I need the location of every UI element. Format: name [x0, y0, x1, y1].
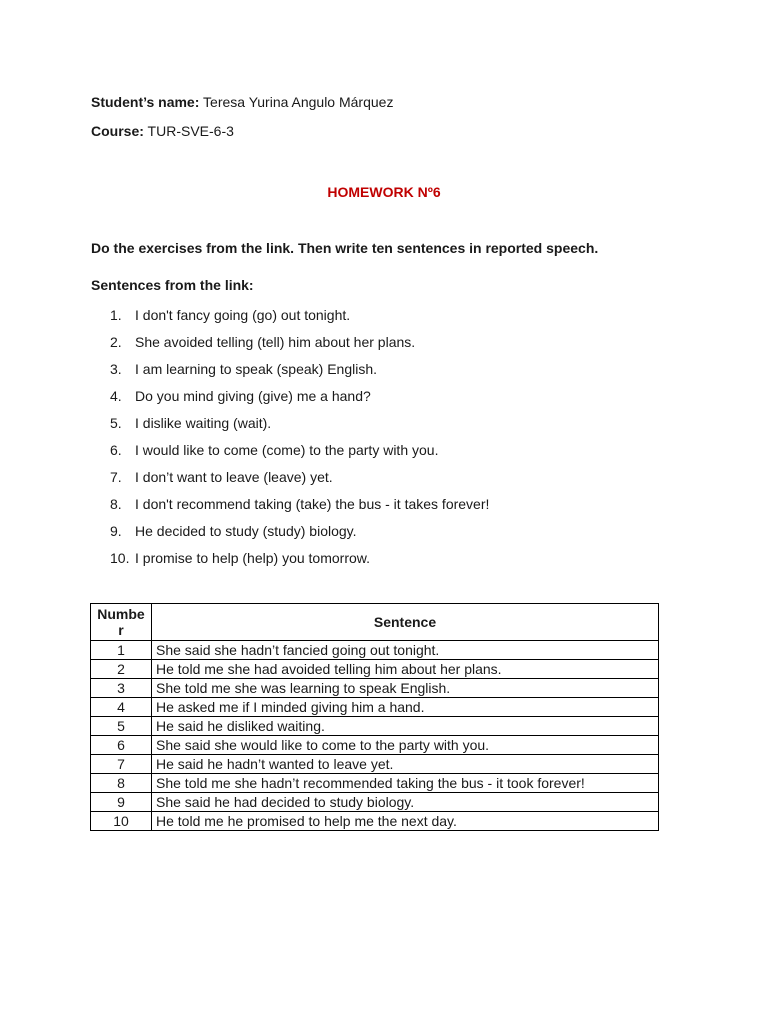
list-item-number: 10.	[110, 550, 130, 566]
table-cell-sentence: She said she would like to come to the party with you.	[152, 736, 659, 755]
reported-speech-table	[90, 603, 659, 831]
table-row	[91, 736, 659, 755]
table-cell-sentence: He said he disliked waiting.	[152, 717, 659, 736]
list-item-number: 4.	[110, 388, 122, 404]
table-row	[91, 793, 659, 812]
table-row	[91, 717, 659, 736]
table-row	[91, 812, 659, 831]
list-item-text: She avoided telling (tell) him about her plans.	[135, 334, 416, 350]
list-item	[110, 388, 489, 415]
list-item-number: 9.	[110, 523, 122, 539]
table-cell-sentence: She told me she hadn’t recommended taking the bus - it took forever!	[152, 774, 659, 793]
list-item	[110, 469, 489, 496]
list-item-text: He decided to study (study) biology.	[135, 523, 357, 539]
list-item-text: I dislike waiting (wait).	[135, 415, 272, 431]
table-cell-sentence: She said she hadn’t fancied going out tonight.	[152, 641, 659, 660]
list-item-text: I promise to help (help) you tomorrow.	[135, 550, 370, 566]
table-cell-number: 3	[91, 679, 152, 698]
table-cell-number: 1	[91, 641, 152, 660]
table-cell-sentence: He asked me if I minded giving him a hand.	[152, 698, 659, 717]
list-item	[110, 442, 489, 469]
list-item-text: I don't fancy going (go) out tonight.	[135, 307, 351, 323]
sentences-heading: Sentences from the link:	[91, 277, 254, 293]
list-item-text: I am learning to speak (speak) English.	[135, 361, 378, 377]
list-item	[110, 415, 489, 442]
list-item-text: I would like to come (come) to the party with you.	[135, 442, 439, 458]
course-line	[91, 123, 234, 139]
list-item	[110, 361, 489, 388]
list-item	[110, 523, 489, 550]
table-cell-number: 8	[91, 774, 152, 793]
table-cell-number: 4	[91, 698, 152, 717]
list-item-text: I don't recommend taking (take) the bus - it takes forever!	[135, 496, 490, 512]
table-row	[91, 641, 659, 660]
table-cell-number: 5	[91, 717, 152, 736]
table-cell-number: 6	[91, 736, 152, 755]
table-row	[91, 755, 659, 774]
list-item	[110, 307, 489, 334]
list-item-text: Do you mind giving (give) me a hand?	[135, 388, 371, 404]
table-cell-sentence: She said he had decided to study biology.	[152, 793, 659, 812]
sentence-list	[110, 307, 489, 577]
list-item-number: 3.	[110, 361, 122, 377]
table-cell-number: 10	[91, 812, 152, 831]
table-row	[91, 698, 659, 717]
table-cell-sentence: He said he hadn’t wanted to leave yet.	[152, 755, 659, 774]
list-item-number: 6.	[110, 442, 122, 458]
homework-title: HOMEWORK Nº6	[327, 184, 441, 200]
student-name-value: Teresa Yurina Angulo Márquez	[203, 94, 394, 110]
course-label: Course:	[91, 123, 144, 139]
table-cell-number: 2	[91, 660, 152, 679]
table-row	[91, 774, 659, 793]
column-header-number: Numbe r	[91, 604, 152, 641]
list-item-number: 7.	[110, 469, 122, 485]
list-item	[110, 496, 489, 523]
table-cell-number: 7	[91, 755, 152, 774]
table-cell-sentence: He told me she had avoided telling him about her plans.	[152, 660, 659, 679]
student-name-line	[91, 94, 393, 110]
list-item-number: 8.	[110, 496, 122, 512]
table-cell-sentence: He told me he promised to help me the next day.	[152, 812, 659, 831]
list-item-number: 5.	[110, 415, 122, 431]
table-cell-sentence: She told me she was learning to speak English.	[152, 679, 659, 698]
instruction-text: Do the exercises from the link. Then write ten sentences in reported speech.	[91, 240, 599, 256]
list-item-number: 2.	[110, 334, 122, 350]
course-value: TUR-SVE-6-3	[147, 123, 234, 139]
list-item	[110, 550, 489, 577]
column-header-sentence: Sentence	[152, 604, 659, 641]
list-item	[110, 334, 489, 361]
list-item-text: I don’t want to leave (leave) yet.	[135, 469, 333, 485]
table-row	[91, 660, 659, 679]
table-header-row	[91, 604, 659, 641]
list-item-number: 1.	[110, 307, 122, 323]
table-body	[91, 641, 659, 831]
student-name-label: Student’s name:	[91, 94, 200, 110]
table-row	[91, 679, 659, 698]
table-cell-number: 9	[91, 793, 152, 812]
